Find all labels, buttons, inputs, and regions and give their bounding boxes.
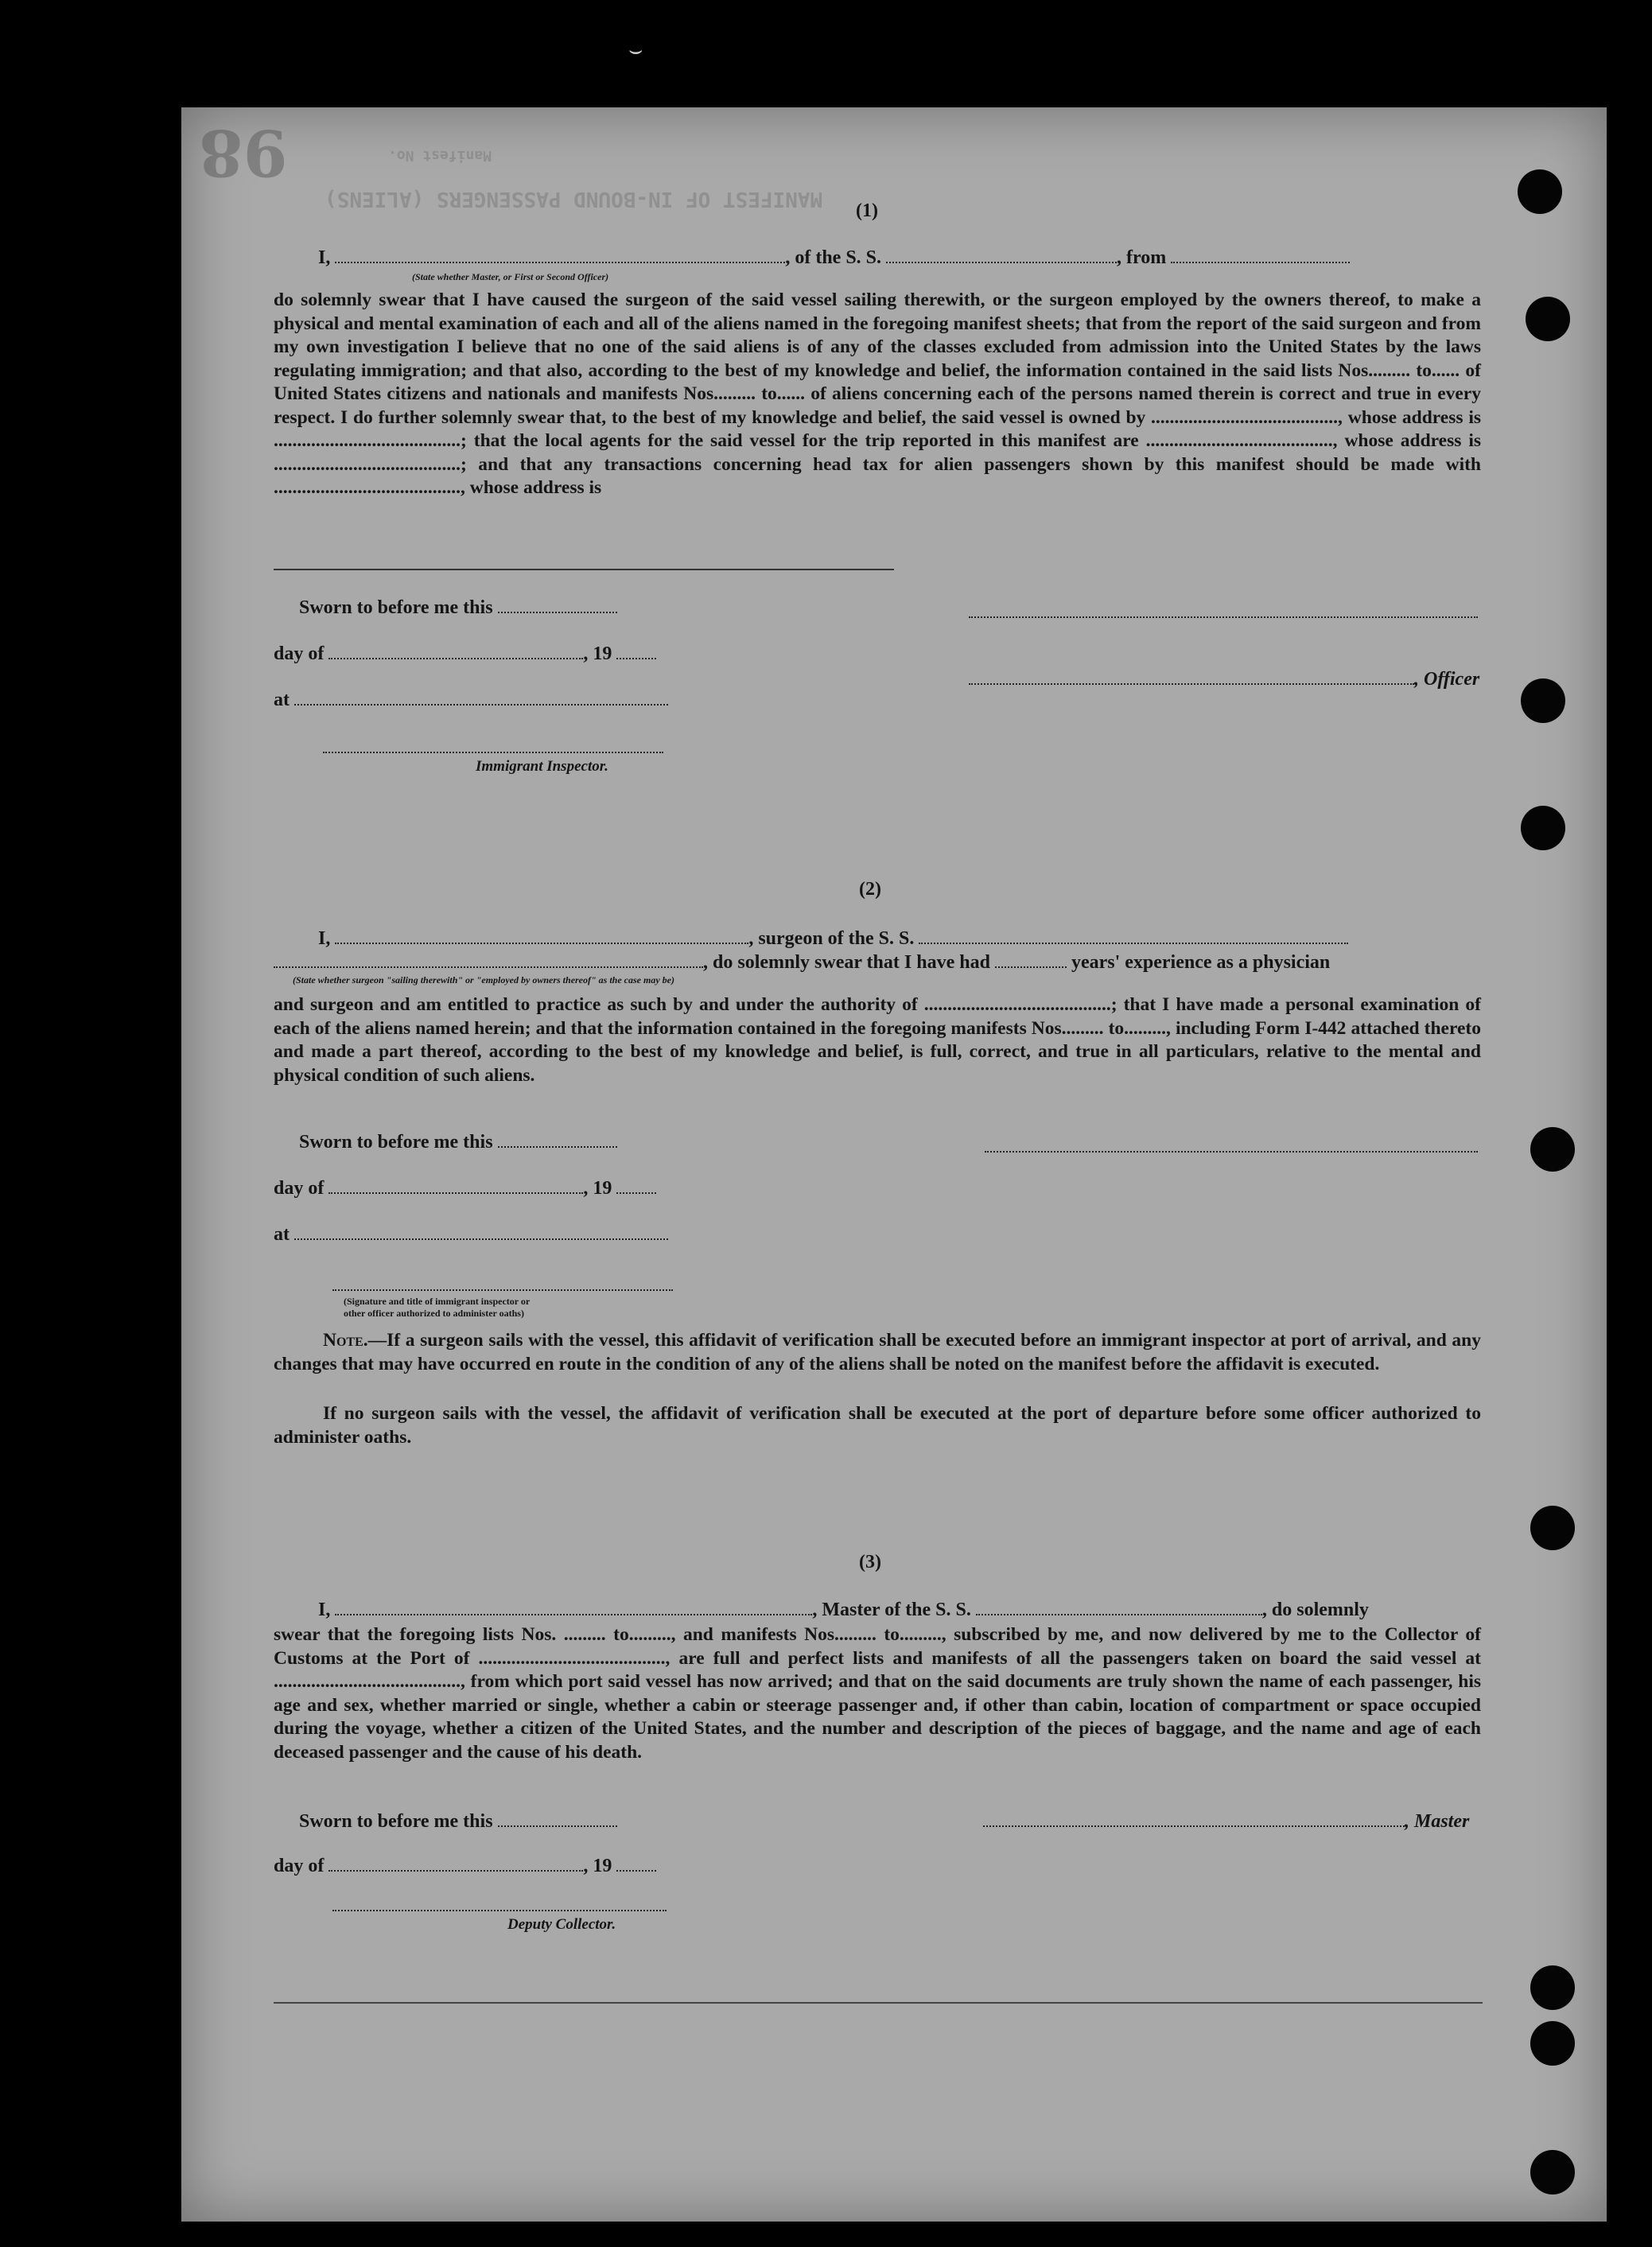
sworn-label: Sworn to before me this [299,1132,493,1153]
master-name-blank [335,1600,812,1615]
ghost-manifest-no: Manifest No. [388,147,492,164]
punch-hole [1526,297,1570,341]
year-blank [616,1856,656,1872]
punch-hole [1521,806,1565,850]
year-label: , 19 [583,1178,612,1199]
surgeon-of-label: , surgeon of the S. S. [748,928,915,949]
year-label: , 19 [583,1856,612,1876]
manifest-page [181,107,1607,2222]
day-of-label: day of [274,1178,325,1199]
s1-officer-row [969,669,1479,690]
section-2-oath-line [318,928,1348,950]
sworn-label: Sworn to before me this [299,1811,493,1832]
s1-sworn-row [299,597,617,619]
swear-label: , do solemnly swear that I have had [703,952,990,973]
s3-master-row [983,1811,1469,1833]
section-1-oath-line [318,247,1350,269]
from-port-blank [1171,247,1350,263]
section-2-note-2: If no surgeon sails with the vessel, the affidavit of verification shall be executed at the port of departure before some officer authorized to administer oaths. [274,1403,1481,1448]
master-of-label: , Master of the S. S. [812,1600,971,1620]
inspector-signature-line [323,752,663,753]
ghost-header-title: MANIFEST OF IN-BOUND PASSENGERS (ALIENS) [325,187,823,211]
day-blank [328,1178,583,1194]
day-blank [328,643,583,659]
punch-hole [1530,1965,1575,2010]
stamp-number: 98 [199,115,288,190]
s2-day-row [274,1178,656,1199]
years-label: years' experience as a physician [1071,952,1331,973]
deputy-signature-line [332,1910,667,1911]
s1-at-row [274,690,668,711]
at-blank [294,690,668,706]
section-1-paragraph: do solemnly swear that I have caused the surgeon of the said vessel sailing therewith, or the surgeon employed by the owners thereof, to make a physical and mental examination of each and all of the aliens named in the foregoing manifest sheets; that from the report of the said surgeon and from my own investigation I believe that no one of the said aliens is of any of the classes excluded from admission into the United States by the laws regulating immigration; and that also, according to the best of my knowledge and belief, the information contained in the said lists Nos......... to...... of United States citizens and nationals and manifests Nos......... to...... of aliens concerning each of the persons named therein is correct and true in every respect. I do further solemnly swear that, to the best of my knowledge and belief, the said vessel is owned by ........................................, whose address is ........................................; that the local agents for the said vessel for the trip reported in this manifest are ........................................, whose address is ........................................; and that any transactions concerning head tax for alien passengers shown by this manifest should be made with ........................................, whose address is [274,290,1481,498]
note-label: Note. [323,1330,368,1351]
section-2-paragraph: and surgeon and am entitled to practice as such by and under the authority of ........................................; that I have made a personal examination of each of the aliens named herein; and that the information contained in the foregoing manifests Nos......... to........., including Form I-442 attached thereto and made a part thereof, according to the best of my knowledge and belief, is full, correct, and true in all particulars, relative to the mental and physical condition of such aliens. [274,994,1481,1086]
signature-note-line-1: (Signature and title of immigrant inspector or [344,1296,531,1307]
punch-hole [1530,1506,1575,1550]
punch-hole [1521,678,1565,723]
punch-hole [1530,2150,1575,2195]
sworn-blank [498,1811,617,1827]
section-3-oath-line [318,1600,1369,1621]
s3-sworn-row [299,1811,617,1833]
day-blank [328,1856,583,1872]
inspector-signature-line [332,1289,673,1291]
section-3-paragraph: swear that the foregoing lists Nos. ......... to........., and manifests Nos......... to........., subscribed by me, and now delivered by me to the Collector of Customs at the Port of ........................................, are full and perfect lists and manifests of all the passengers taken on board the said vessel at ........................................, from which port said vessel has now arrived; and that on the said documents are truly shown the name of each passenger, his age and sex, whether married or single, whether a cabin or steerage passenger and, if other than cabin, location of compartment or space occupied during the voyage, whether a citizen of the United States, and the number and description of the pieces of baggage, and the name and age of each deceased passenger and the cause of his death. [274,1624,1481,1763]
note-text: —If a surgeon sails with the vessel, this affidavit of verification shall be executed before an immigrant inspector at port of arrival, and any changes that may have occurred en route in the condition of any of the aliens shall be noted on the manifest before the affidavit is executed. [274,1330,1481,1374]
punch-hole [1530,1127,1575,1172]
pen-mark: ⌣ [628,38,643,63]
signature-note-line-2: other officer authorized to administer oaths) [344,1308,524,1319]
day-of-label: day of [274,643,325,664]
oath-i: I, [318,928,331,949]
immigrant-inspector-label: Immigrant Inspector. [476,758,608,775]
signature-line [985,1151,1478,1153]
oath-i: I, [318,247,331,268]
sworn-blank [498,1132,617,1148]
section-2-number: (2) [859,879,881,900]
ship-name-blank [919,928,1348,944]
ship-name-blank [886,247,1117,263]
at-blank [294,1224,668,1240]
s2-sworn-row [299,1132,617,1153]
sworn-label: Sworn to before me this [299,597,493,618]
bottom-rule [274,2002,1483,2004]
surgeon-status-note: (State whether surgeon "sailing therewith" or "employed by owners thereof" as the case may be) [293,974,674,985]
section-1-number: (1) [856,200,878,221]
s2-at-row [274,1224,668,1246]
from-label: , from [1117,247,1167,268]
section-2-years-line [274,952,1330,974]
master-officer-note: (State whether Master, or First or Second Officer) [412,271,609,282]
year-label: , 19 [583,643,612,664]
punch-hole [1518,169,1562,214]
section-3-number: (3) [859,1552,881,1573]
master-name-blank [335,247,785,263]
signature-line [969,616,1478,618]
years-blank [995,952,1067,968]
surgeon-name-blank [335,928,748,944]
master-signature-blank [983,1811,1405,1827]
s1-day-row [274,643,656,665]
oath-i: I, [318,1600,331,1620]
solemnly-label: , do solemnly [1261,1600,1369,1620]
at-label: at [274,1224,290,1245]
sworn-blank [498,597,617,613]
year-blank [616,1178,656,1194]
officer-label: , Officer [1414,669,1480,690]
day-of-label: day of [274,1856,325,1876]
punch-hole [1530,2021,1575,2066]
deputy-collector-label: Deputy Collector. [507,1916,616,1933]
year-blank [616,643,656,659]
officer-blank [969,669,1414,685]
section-2-note [274,1329,1481,1376]
ship-name-blank [976,1600,1262,1615]
master-label: , Master [1405,1811,1470,1832]
of-ss-label: , of the S. S. [785,247,882,268]
s3-day-row [274,1856,656,1877]
divider-line [274,569,894,570]
surgeon-status-blank [274,952,703,968]
at-label: at [274,690,290,710]
